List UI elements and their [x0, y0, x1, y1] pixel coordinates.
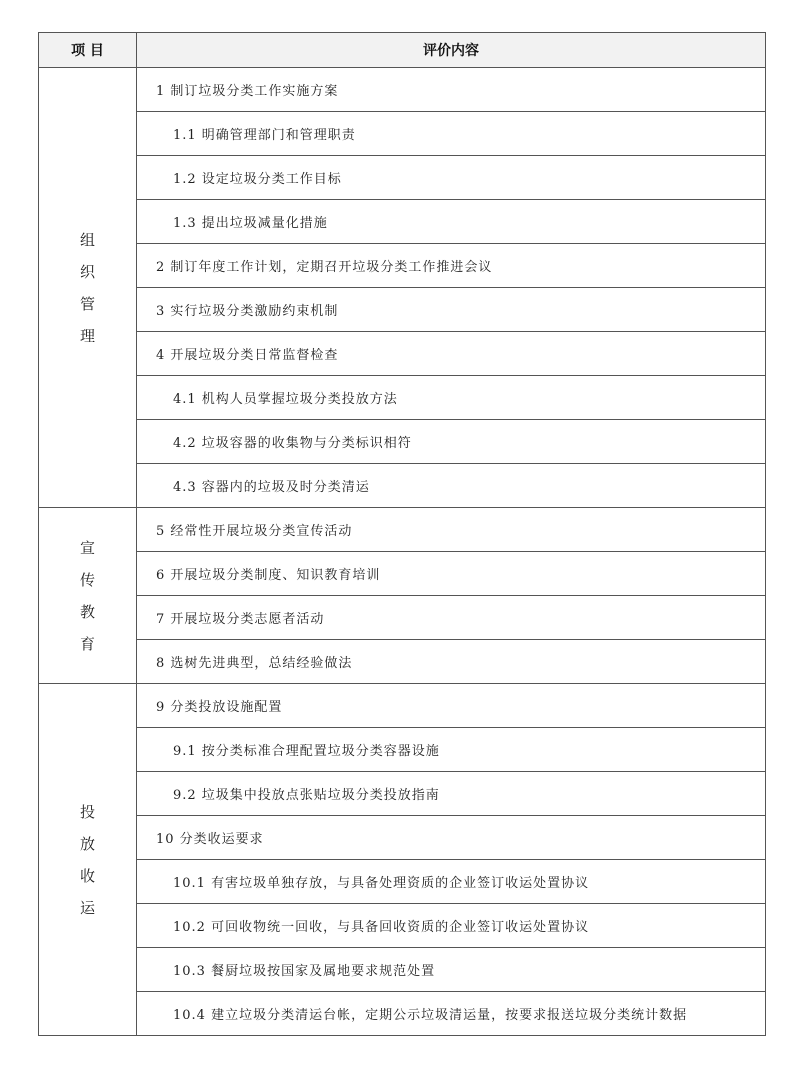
- section-name-cell: [39, 68, 137, 508]
- sub-criterion-cell: [137, 156, 766, 200]
- section-name: [80, 796, 95, 924]
- section-name-char: 收: [79, 866, 95, 885]
- table-row: [39, 552, 766, 596]
- section-name-char: 管: [79, 294, 95, 313]
- sub-criterion-cell: [137, 464, 766, 508]
- section-name-char: 理: [79, 326, 95, 345]
- table-row: [39, 68, 766, 112]
- criterion-cell: [137, 332, 766, 376]
- section-name-char: 织: [79, 262, 95, 281]
- table-row: [39, 112, 766, 156]
- table-row: [39, 156, 766, 200]
- section-name-char: 投: [79, 802, 95, 821]
- criterion-text: 9.2 垃圾集中投放点张贴垃圾分类投放指南: [173, 788, 440, 803]
- criterion-text: 1.2 设定垃圾分类工作目标: [173, 172, 342, 187]
- sub-criterion-cell: [137, 420, 766, 464]
- criterion-text: 10.3 餐厨垃圾按国家及属地要求规范处置: [173, 964, 436, 979]
- table-body: [39, 68, 766, 1036]
- table-row: [39, 640, 766, 684]
- section-name-cell: [39, 684, 137, 1036]
- section-name-char: 运: [79, 898, 95, 917]
- criterion-text: 4.2 垃圾容器的收集物与分类标识相符: [173, 436, 412, 451]
- evaluation-table: [38, 32, 766, 1036]
- table-row: [39, 464, 766, 508]
- table-row: [39, 904, 766, 948]
- section-name-char: 教: [79, 602, 95, 621]
- criterion-cell: [137, 552, 766, 596]
- header-content: 评价内容: [137, 33, 766, 68]
- table-header-row: [39, 33, 766, 68]
- sub-criterion-cell: [137, 112, 766, 156]
- criterion-text: 4.1 机构人员掌握垃圾分类投放方法: [173, 392, 398, 407]
- criterion-text: 1 制订垃圾分类工作实施方案: [156, 84, 339, 99]
- sub-criterion-cell: [137, 860, 766, 904]
- section-name-char: 宣: [79, 538, 95, 557]
- sub-criterion-cell: [137, 728, 766, 772]
- criterion-text: 5 经常性开展垃圾分类宣传活动: [156, 524, 353, 539]
- table-row: [39, 200, 766, 244]
- sub-criterion-cell: [137, 376, 766, 420]
- section-name-cell: [39, 508, 137, 684]
- table-row: [39, 684, 766, 728]
- criterion-cell: [137, 68, 766, 112]
- section-name-char: 组: [79, 230, 95, 249]
- section-name: [80, 224, 95, 352]
- table-row: [39, 508, 766, 552]
- criterion-text: 10.4 建立垃圾分类清运台帐，定期公示垃圾清运量，按要求报送垃圾分类统计数据: [173, 1008, 688, 1023]
- criterion-cell: [137, 596, 766, 640]
- section-name-char: 传: [79, 570, 95, 589]
- sub-criterion-cell: [137, 948, 766, 992]
- criterion-cell: [137, 288, 766, 332]
- criterion-text: 3 实行垃圾分类激励约束机制: [156, 304, 339, 319]
- criterion-text: 1.3 提出垃圾减量化措施: [173, 216, 328, 231]
- criterion-text: 2 制订年度工作计划，定期召开垃圾分类工作推进会议: [156, 260, 493, 275]
- table-row: [39, 420, 766, 464]
- criterion-text: 4.3 容器内的垃圾及时分类清运: [173, 480, 370, 495]
- header-item: 项 目: [39, 33, 137, 68]
- sub-criterion-cell: [137, 772, 766, 816]
- criterion-text: 1.1 明确管理部门和管理职责: [173, 128, 356, 143]
- table-row: [39, 376, 766, 420]
- table-row: [39, 728, 766, 772]
- criterion-text: 9 分类投放设施配置: [156, 700, 283, 715]
- criterion-cell: [137, 244, 766, 288]
- section-name: [80, 532, 95, 660]
- sub-criterion-cell: [137, 992, 766, 1036]
- section-name-char: 放: [79, 834, 95, 853]
- sub-criterion-cell: [137, 904, 766, 948]
- criterion-text: 7 开展垃圾分类志愿者活动: [156, 612, 325, 627]
- table-row: [39, 948, 766, 992]
- criterion-text: 9.1 按分类标准合理配置垃圾分类容器设施: [173, 744, 440, 759]
- evaluation-document: [38, 32, 765, 1036]
- criterion-text: 10.1 有害垃圾单独存放，与具备处理资质的企业签订收运处置协议: [173, 876, 590, 891]
- criterion-cell: [137, 816, 766, 860]
- criterion-text: 6 开展垃圾分类制度、知识教育培训: [156, 568, 381, 583]
- table-row: [39, 288, 766, 332]
- criterion-cell: [137, 640, 766, 684]
- table-row: [39, 860, 766, 904]
- table-row: [39, 244, 766, 288]
- table-row: [39, 332, 766, 376]
- criterion-text: 8 选树先进典型，总结经验做法: [156, 656, 353, 671]
- criterion-cell: [137, 684, 766, 728]
- section-name-char: 育: [79, 634, 95, 653]
- criterion-text: 4 开展垃圾分类日常监督检查: [156, 348, 339, 363]
- criterion-cell: [137, 508, 766, 552]
- table-row: [39, 992, 766, 1036]
- criterion-text: 10 分类收运要求: [156, 832, 264, 847]
- criterion-text: 10.2 可回收物统一回收，与具备回收资质的企业签订收运处置协议: [173, 920, 590, 935]
- sub-criterion-cell: [137, 200, 766, 244]
- table-row: [39, 816, 766, 860]
- table-row: [39, 596, 766, 640]
- table-row: [39, 772, 766, 816]
